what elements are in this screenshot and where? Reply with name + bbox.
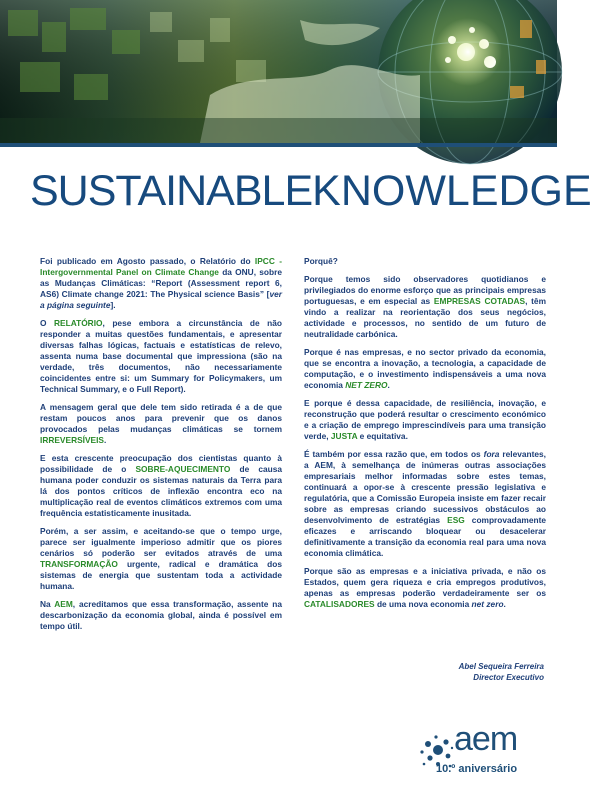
left-paragraph-4 bbox=[40, 453, 282, 519]
text: comprovadamente eficazes e arriscando bloquear ou desacelerar definitivamente a transição da economia real para uma nova economia climática. bbox=[304, 515, 546, 558]
right-column bbox=[304, 256, 546, 617]
earth-banner-illustration bbox=[0, 0, 557, 143]
text: e equitativa. bbox=[357, 431, 408, 441]
text: Foi publicado em Agosto passado, o Relatório do bbox=[40, 256, 255, 266]
net-zero-italic: net zero bbox=[471, 599, 504, 609]
text: , têm vindo a realizar na reorientação dos seus negócios, actividade e processos, no sentido de um futuro de neutralidade carbónica. bbox=[304, 296, 546, 339]
banner-divider bbox=[0, 143, 557, 147]
left-column bbox=[40, 256, 282, 639]
text: E esta crescente preocupação dos cientistas quanto à possibilidade de o bbox=[40, 453, 282, 474]
ipcc-highlight: IPCC - Intergovernmental Panel on Climate Change bbox=[40, 256, 282, 277]
empresas-cotadas-highlight: EMPRESAS COTADAS bbox=[433, 296, 526, 306]
left-paragraph-1 bbox=[40, 256, 282, 311]
left-paragraph-2 bbox=[40, 318, 282, 395]
transformacao-highlight: TRANSFORMAÇÃO bbox=[40, 559, 118, 569]
right-paragraph-4 bbox=[304, 449, 546, 559]
text: O bbox=[40, 318, 54, 328]
title-part-knowledge: KNOWLEDGE bbox=[312, 167, 592, 215]
text: E porque é dessa capacidade, de resiliência, inovação, e reconstrução que poderá resultar o crescimento económico e a criação de emprego imprescindíveis para uma transição verde, bbox=[304, 398, 546, 441]
page-title bbox=[30, 167, 592, 215]
text: relevantes, a AEM, à semelhança de inúmeras outras associações empresariais melhor informadas sobre estes temas, continuará a opor-se à crescente pressão legislativa e regulatória, que a Comissão Europeia insiste em fazer recair sobre as empresas criando sucessivos obstáculos ao desenvolvimento de estratégias bbox=[304, 449, 546, 525]
text: de causa humana poder conduzir os sistemas naturais da Terra para lá dos pontos críticos de inflexão encontra eco na multiplicação real de eventos climáticos extremos com uma frequência estatisticamente inusitada. bbox=[40, 464, 282, 518]
signature-block bbox=[380, 661, 544, 683]
text: . bbox=[104, 435, 107, 445]
signature-name: Abel Sequeira Ferreira bbox=[458, 662, 544, 671]
relatorio-highlight: RELATÓRIO bbox=[54, 318, 103, 328]
text: , pese embora a circunstância de não responder a muitas questões fundamentais, e apresentar diversas falhas lógicas, factuais e estatísticas de relevo, assenta numa base documental que impressiona (são na verdade, três documentos, não necessariamente coincidentes entre si: um Summary for Policymakers, um Technical Summary, e o Full Report). bbox=[40, 318, 282, 394]
title-part-sustainable: SUSTAINABLE bbox=[30, 167, 313, 215]
text: urgente, radical e dramática dos sistemas de energia que sustentam toda a actividade humana. bbox=[40, 559, 282, 591]
text: de uma nova economia bbox=[374, 599, 472, 609]
text: Porque são as empresas e a iniciativa privada, e não os Estados, quem gera riqueza e cria empregos produtivos, apenas as empresas poderão verdadeiramente ser os bbox=[304, 566, 546, 598]
fora-italic: fora bbox=[483, 449, 500, 459]
left-paragraph-6 bbox=[40, 599, 282, 632]
text: . bbox=[387, 380, 390, 390]
net-zero-highlight: NET ZERO bbox=[345, 380, 388, 390]
text: Porque temos sido observadores quotidianos e privilegiados do enorme esforço que as principais empresas portuguesas, e em especial as bbox=[304, 274, 546, 306]
esg-highlight: ESG bbox=[447, 515, 465, 525]
right-paragraph-1 bbox=[304, 274, 546, 340]
text: É também por essa razão que, em todos os bbox=[304, 449, 484, 459]
text: Na bbox=[40, 599, 55, 609]
see-next-page-link: ver a página seguinte bbox=[40, 289, 282, 310]
aem-wordmark: aem bbox=[454, 720, 518, 758]
right-paragraph-5 bbox=[304, 566, 546, 610]
aem-highlight: AEM bbox=[54, 599, 73, 609]
irreversiveis-highlight: IRREVERSÍVEIS bbox=[40, 435, 104, 445]
anniversary-label: 10.º aniversário bbox=[436, 763, 518, 775]
right-paragraph-2 bbox=[304, 347, 546, 391]
aem-logo bbox=[418, 720, 538, 784]
text: . bbox=[503, 599, 506, 609]
sobre-aquecimento-highlight: SOBRE-AQUECIMENTO bbox=[135, 464, 231, 474]
text: da ONU, sobre as Mudanças Climáticas: “Report (Assessment report 6, AS6) Climate change 2021: The Physical science Basis” [ bbox=[40, 267, 282, 299]
left-paragraph-5 bbox=[40, 526, 282, 592]
right-question: Porquê? bbox=[304, 256, 338, 266]
text: Porém, a ser assim, e aceitando-se que o tempo urge, parece ser igualmente imperioso admitir que os piores cenários só poderão ser evitados através de uma bbox=[40, 526, 282, 558]
text: , acreditamos que essa transformação, assente na descarbonização da economia global, ainda é possível em tempo útil. bbox=[40, 599, 282, 631]
text: ]. bbox=[110, 300, 116, 310]
justa-highlight: JUSTA bbox=[330, 431, 358, 441]
catalisadores-highlight: CATALISADORES bbox=[304, 599, 375, 609]
header-banner-image bbox=[0, 0, 557, 143]
right-paragraph-3 bbox=[304, 398, 546, 442]
signature-role: Director Executivo bbox=[473, 673, 544, 682]
text: Porque é nas empresas, e no sector privado da economia, que se encontra a inovação, a tecnologia, a capacidade de computação, e o investimento indispensáveis a uma nova economia bbox=[304, 347, 546, 390]
text: A mensagem geral que dele tem sido retirada é a de que restam poucos anos para prevenir que os danos provocados pelas mudanças climáticas se tornem bbox=[40, 402, 282, 434]
left-paragraph-3 bbox=[40, 402, 282, 446]
